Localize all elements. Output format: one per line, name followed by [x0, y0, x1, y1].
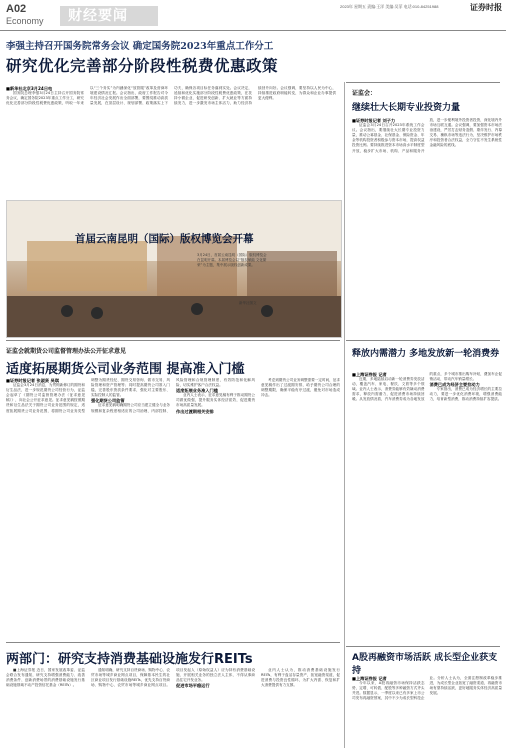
reits-paragraph: 通知明确，研究支持百货商场、购物中心、农贸市场等城乡商业网点项目，保障基本民生的社区商业项目发行基础设施REITs，优先支持百货商场、购物中心、农贸市场等城乡商业网点项目。项目发起人（原始权益人）应为持有消费基础设施、开展相关业务的独立法人主体，不得从事商品住宅开发业务。: [91, 668, 255, 688]
futures-paragraph-3: 业内人士表示，征求意见稿有利于推动期货公司做优做强，提升服务实体经济质效，促进期货市场高质量发展。: [176, 393, 255, 408]
ashare-body: [352, 676, 502, 748]
page-info: 2023年 星期五 责编:王洋 美编:吴菲 电话:010-84251988: [340, 4, 439, 9]
ashare-rule: [346, 646, 500, 647]
futures-subhead-2: 适度拓展业务准入门槛: [176, 388, 218, 394]
expo-caption: 3月24日，首届云南昆明（国际）版权博览会在昆明开幕。本届博览会以“版权赋能 文化繁荣”为主题，集中展示版权创新成果。: [197, 253, 267, 267]
reits-body: [6, 668, 340, 748]
reits-title: 两部门：研究支持消费基础设施发行REITs: [6, 652, 253, 667]
release-body: [352, 372, 502, 642]
futures-paragraph: 证监会3月24日消息，为贯彻新修订的期货和衍生品法，进一步规范期货公司经营行为，证监会起草了《期货公司监督管理办法（征求意见稿）》，向社会公开征求意见。征求意见稿按照期货和衍生品法关于期货公司业务范围的规定，适度拓展期货公司业务范围，将期货公司业务类型调整为期货经纪、期货交易咨询、做市交易、风险管理和资产管理等；同时提高期货公司准入门槛，完善股东资质条件要求，强化对主要股东、实际控制人的监管。: [6, 378, 170, 413]
lead-title: 研究优化完善部分阶段性税费优惠政策: [6, 57, 279, 75]
futures-rule: [6, 340, 340, 341]
reits-lead: ■上海证券报 近日，国家发展改革委、证监会联合发布通知，研究支持增强消费能力、改善消费条件、创新消费场景的消费基础设施发行基础设施领域不动产投资信托基金（REITs）。: [6, 668, 85, 688]
ashare-paragraph: 今年以来，A股再融资市场保持活跃态势，定增、可转债、配股等多种融资方式齐头并进。数据显示，一季度以来已有多家上市公司发布再融资预案，其中不少为成长型科技企业。分析人士认为，全面注册制改革稳步推进，为成长型企业拓宽了融资渠道，再融资市场有望持续活跃，更好地服务实体经济高质量发展。: [352, 676, 502, 701]
lead-kicker: 李强主持召开国务院常务会议 确定国务院2023年重点工作分工: [6, 41, 274, 52]
release-byline: ■上海证券报 记者: [352, 372, 387, 377]
column-divider: [344, 82, 345, 748]
expo-photo: [6, 200, 342, 338]
release-paragraph-2: 专家指出，消费已成为经济增长的主要拉动力，要进一步优化消费环境，增强消费能力，培育新型消费，推动消费持续扩容提质。: [429, 387, 502, 402]
column-title: 财经要闻: [60, 6, 158, 26]
futures-byline: ■证券时报记者 张淑贤 吴琪: [6, 378, 59, 383]
futures-body: [6, 378, 340, 648]
lead-body: [6, 86, 336, 198]
side1-byline: ■证券时报记者 刘子力: [352, 118, 396, 123]
expo-credit: 新华社图文: [239, 301, 257, 305]
expo-title: 首届云南昆明（国际）版权博览会开幕: [75, 233, 254, 245]
side1-kicker: 证监会：: [352, 90, 377, 97]
futures-paragraph-2: 征求意见稿明确期货公司应当建立健全与业务规模和复杂程度相适应的公司治理、内部控制、风险管理和合规管理制度，有效防范和化解风险，切实维护客户合法权益。: [91, 378, 255, 413]
futures-title: 适度拓展期货公司业务范围 提高准入门槛: [6, 362, 245, 377]
section-code: A02: [6, 3, 27, 15]
futures-subhead-1: 强化期货公司监管: [91, 398, 125, 404]
paper-name: 证券时报: [470, 2, 502, 12]
header-rule: [0, 30, 506, 31]
side1-paragraph: 证监会3月24日召开2023年系统工作会议。会议指出，要继续壮大长期专业投资力量，推动公募基金、社保基金、保险资金、年金等机构投资者积极参与资本市场，提高权益投资比例。要持续推进资本市场高水平制度型开放，稳步扩大市场、机构、产品和服务开放，进一步便利境外投资者投资，深化境内外市场互联互通。会议强调，要加强资本市场法治建设，严厉打击财务造假、欺诈发行、内幕交易、操纵市场等违法行为，坚决维护市场秩序和投资者合法权益，全力守住不发生系统性金融风险的底线。: [352, 118, 502, 153]
ashare-byline: ■上海证券报 记者: [352, 676, 387, 681]
side1-rule: [346, 82, 500, 83]
side1-body: [352, 118, 502, 336]
ashare-title: A股再融资市场活跃 成长型企业获支持: [352, 653, 498, 676]
expo-scene-image: [7, 201, 341, 337]
futures-paragraph-4: 考虑到期货公司业务调整需要一定时间，征求意见稿作出了过渡期安排，给予期货公司合理的调整期限，确保平稳有序过渡，避免对市场造成冲击。: [261, 378, 340, 398]
release-paragraph: 近期，多地陆续启动新一轮消费券发放活动，覆盖汽车、家电、餐饮、文旅等多个领域。业内人士表示，消费券能够有效撬动消费需求，释放内需潜力，促进消费市场持续回暖。从发放情况看，汽车消费券成为各地发放的重点，多个城市推出购车补贴，叠加车企促销活动，带动汽车销量增长。: [352, 372, 502, 402]
lead-paragraph: 国务院总理李强3月24日主持召开国务院常务会议，确定国务院2023年重点工作分工，研究优化完善部分阶段性税费优惠政策，听取一年来以“三个务实”为内涵深化“放管服”改革及营商环境建设情况汇报。会议指出，政府工作报告对今年经济社会发展作出全面部署，要围绕推动高质量发展，在顶层设计、规划部署、政策落实上下功夫，确保各项目标任务落到实处。会议决定，延续和优化实施部分阶段性税费优惠政策，在扶持小微企业、促进研发创新、扩大就业等方面持续发力，进一步激发市场主体活力，助力经济持续回升向好。会议强调，要坚持以人民为中心，持续推进政府职能转变，为群众和企业办事提供更大便利。: [6, 86, 336, 106]
release-subhead: 消费已成为经济主要拉动力: [429, 382, 480, 388]
side1-title: 继续壮大长期专业投资力量: [352, 103, 461, 113]
futures-kicker: 证监会就期货公司监督管理办法公开征求意见: [6, 348, 127, 355]
lead-source: ■新华社北京3月24日电: [6, 86, 53, 91]
reits-paragraph-2: 业内人士认为，推动消费基础设施发行REITs，有利于盘活存量资产，拓宽融资渠道，促进消费与投资良性循环，为扩大内需、恢复和扩大消费提供有力支撑。: [261, 668, 340, 688]
release-title: 释放内需潜力 多地发放新一轮消费券: [352, 349, 500, 359]
reits-subhead: 促进市场平稳运行: [176, 683, 210, 689]
reits-rule: [6, 642, 340, 643]
release-rule: [346, 340, 500, 341]
futures-subhead-3: 作出过渡期相关安排: [176, 408, 214, 414]
section-english: Economy: [6, 16, 44, 26]
